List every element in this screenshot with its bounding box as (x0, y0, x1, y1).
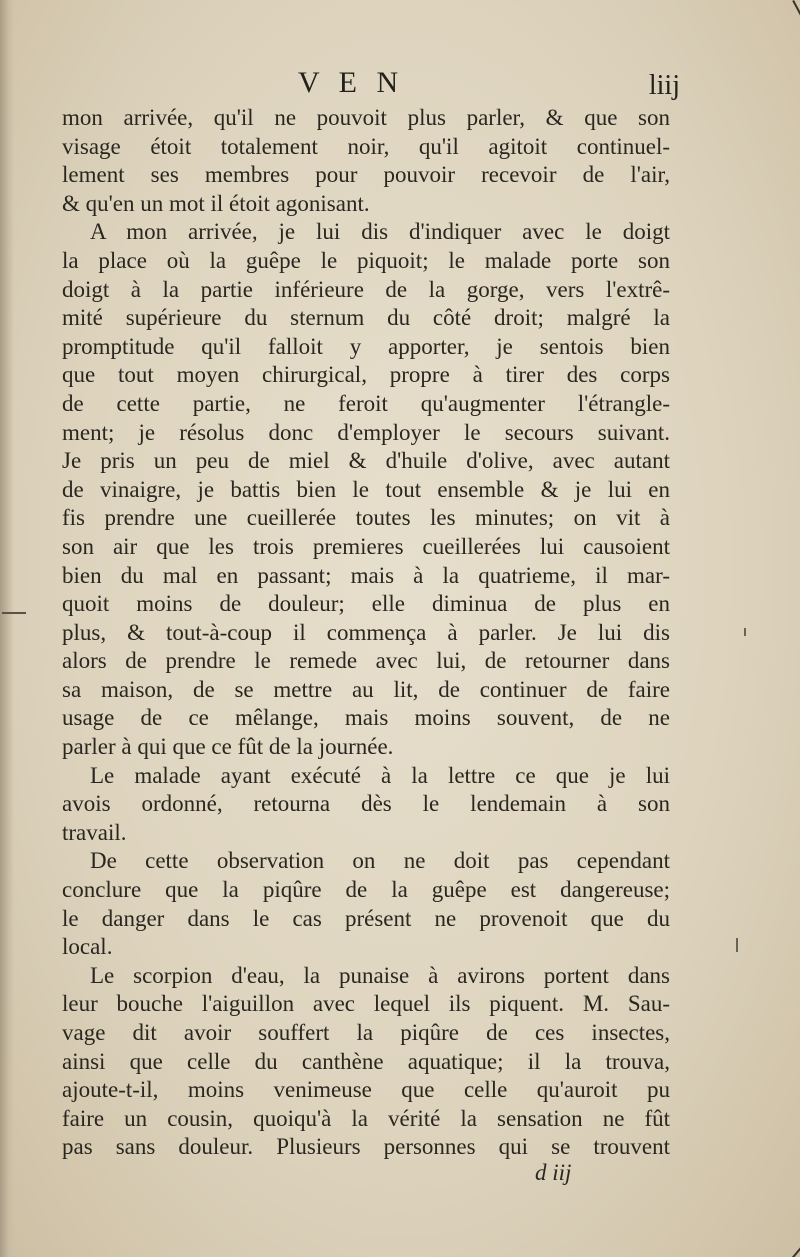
running-title: V E N (298, 66, 405, 99)
text-line: De cette observation on ne doit pas cependant (90, 848, 670, 874)
text-line: local. (62, 934, 113, 960)
text-line: de vinaigre, je battis bien le tout ensemble & je lui en (62, 476, 670, 502)
text-line: la place où la guêpe le piquoit; le malade porte son (62, 247, 670, 273)
text-line: ainsi que celle du canthène aquatique; il la trouva, (62, 1048, 670, 1074)
text-line: fis prendre une cueillerée toutes les minutes; on vit à (62, 505, 670, 531)
page-number: liij (648, 70, 680, 101)
page-edge-line-bottom (790, 1213, 800, 1257)
text-line: plus, & tout-à-coup il commença à parler. Je lui dis (62, 619, 670, 645)
text-line: A mon arrivée, je lui dis d'indiquer avec le doigt (90, 219, 670, 245)
text-line: bien du mal en passant; mais à la quatrieme, il mar- (62, 562, 670, 588)
text-line: lement ses membres pour pouvoir recevoir de l'air, (62, 162, 670, 188)
text-line: sa maison, de se mettre au lit, de continuer de faire (62, 676, 670, 702)
page-edge-line-top (792, 0, 800, 27)
text-line: usage de ce mêlange, mais moins souvent, de ne (62, 705, 670, 731)
binding-gutter (0, 0, 14, 1257)
text-line: ment; je résolus donc d'employer le secours suivant. (62, 419, 670, 445)
text-line: pas sans douleur. Plusieurs personnes qui se trouvent (62, 1134, 670, 1160)
text-line: & qu'en un mot il étoit agonisant. (62, 190, 370, 216)
text-line: Le scorpion d'eau, la punaise à avirons portent dans (90, 962, 670, 988)
text-line: Le malade ayant exécuté à la lettre ce que je lui (90, 762, 670, 788)
text-line: conclure que la piqûre de la guêpe est dangereuse; (62, 877, 670, 903)
text-line: travail. (62, 819, 127, 845)
text-line: vage dit avoir souffert la piqûre de ces insectes, (62, 1020, 670, 1045)
signature-mark: d iij (535, 1160, 572, 1185)
margin-tick (744, 628, 746, 636)
margin-tick (736, 938, 738, 952)
text-line: parler à qui que ce fût de la journée. (62, 734, 394, 760)
body-text (62, 104, 670, 1164)
text-line: mon arrivée, qu'il ne pouvoit plus parler, & que son (62, 105, 670, 130)
text-line: que tout moyen chirurgical, propre à tirer des corps (62, 362, 670, 388)
text-line: faire un cousin, quoiqu'à la vérité la sensation ne fût (62, 1105, 670, 1131)
text-line: leur bouche l'aiguillon avec lequel ils piquent. M. Sau- (62, 991, 670, 1017)
margin-mark (2, 612, 26, 614)
text-line: de cette partie, ne feroit qu'augmenter l'étrangle- (62, 390, 670, 416)
text-line: avois ordonné, retourna dès le lendemain à son (62, 791, 670, 817)
text-line: doigt à la partie inférieure de la gorge, vers l'extrê- (62, 276, 670, 302)
page-header (60, 66, 680, 106)
text-line: le danger dans le cas présent ne provenoit que du (62, 905, 670, 931)
text-line: ajoute-t-il, moins venimeuse que celle qu'auroit pu (62, 1077, 670, 1103)
text-line: alors de prendre le remede avec lui, de retourner dans (62, 648, 670, 674)
text-line: promptitude qu'il falloit y apporter, je sentois bien (62, 333, 670, 359)
text-line: visage étoit totalement noir, qu'il agitoit continuel- (62, 133, 670, 159)
text-line: Je pris un peu de miel & d'huile d'olive, avec autant (62, 448, 670, 474)
text-line: mité supérieure du sternum du côté droit; malgré la (62, 305, 670, 331)
text-line: quoit moins de douleur; elle diminua de plus en (62, 591, 670, 617)
text-line: son air que les trois premieres cueillerées lui causoient (62, 533, 670, 559)
